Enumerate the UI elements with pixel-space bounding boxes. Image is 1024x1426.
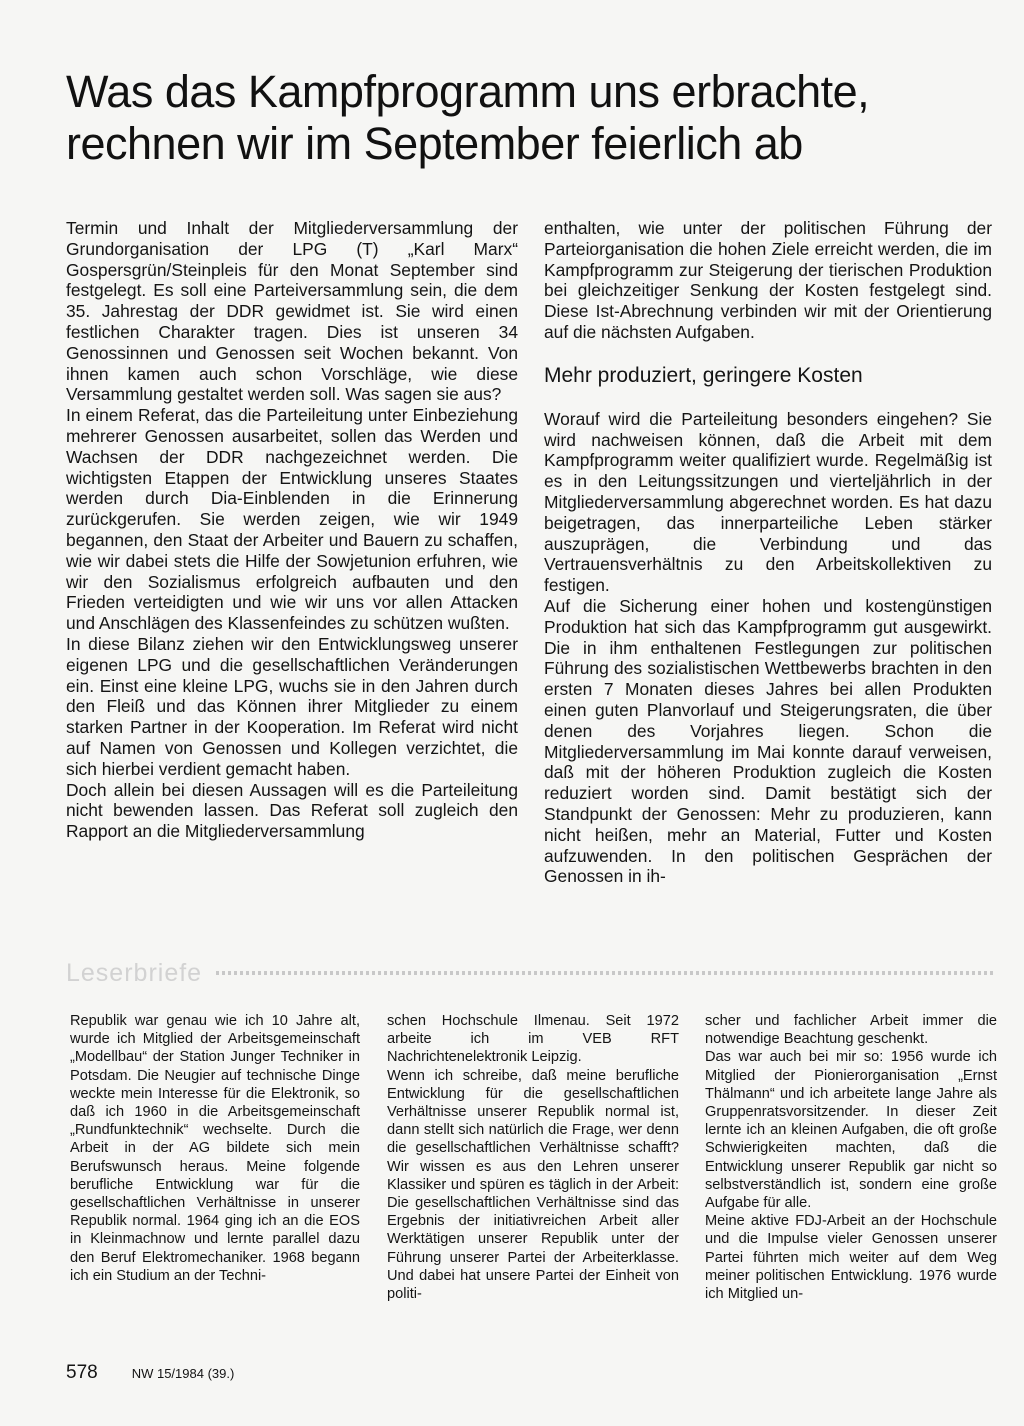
page-number: 578 [66,1362,98,1383]
section-label: Leserbriefe [66,958,203,987]
article-paragraph: In einem Referat, das die Parteileitung unter Einbeziehung mehrerer Genossen ausarbeitet, sollen das Werden und Wachsen der DDR nachgezeichnet werden. Die wichtigsten Etappen der Entwicklung unseres Staates werden durch Dia-Einblenden in die Erinnerung zurückgerufen. Sie werden zeigen, wie wir 1949 begannen, den Staat der Arbeiter und Bauern zu schaffen, wie wir dabei stets die Hilfe der Sowjetunion erfuhren, wie wir den Sozialismus erfolgreich aufbauten und den Frieden verteidigten und wie wir uns vor allen Attacken und Anschlägen des Klassenfeindes zu schützen wußten. [66,405,518,634]
article-paragraph: In diese Bilanz ziehen wir den Entwicklungsweg unserer eigenen LPG und die gesellschaftlichen Veränderungen ein. Einst eine kleine LPG, wuchs sie in den Jahren durch den Fleiß und das Können ihrer Mitglieder zu einem starken Partner in der Kooperation. Im Referat wird nicht auf Namen von Genossen und Kollegen verzichtet, die sich hierbei verdient gemacht haben. [66,633,518,779]
article-subheading: Mehr produziert, geringere Kosten [544,363,863,387]
article-paragraph: Doch allein bei diesen Aussagen will es die Parteileitung nicht bewenden lassen. Das Referat soll zugleich den Rapport an die Mitgliederversammlung [66,779,518,842]
letter-paragraph: scher und fachlicher Arbeit immer die notwendige Beachtung geschenkt. [705,1013,997,1048]
dotted-rule [216,971,996,975]
page-footer [66,1362,466,1384]
article-column-right [544,218,992,887]
issue-reference: NW 15/1984 (39.) [131,1366,235,1381]
article-paragraph: enthalten, wie unter der politischen Führung der Parteiorganisation die hohen Ziele erreicht werden, die im Kampfprogramm zur Steigerung der tierischen Produktion bei gleichzeitiger Senkung der Kosten festgelegt sind. Diese Ist-Abrechnung verbinden wir mit der Orientierung auf die nächsten Aufgaben. [544,218,992,342]
letter-column-1 [70,1012,360,1285]
article-paragraph: Worauf wird die Parteileitung besonders eingehen? Sie wird nachweisen können, daß die Arbeit mit dem Kampfprogramm weiter qualifiziert wurde. Regelmäßig ist es in den Leitungssitzungen und vierteljährlich in der Mitgliederversammlung abgerechnet worden. Es hat dazu beigetragen, das innerparteiliche Leben stärker auszuprägen, die Verbindung und das Vertrauensverhältnis zu den Arbeitskollektiven zu festigen. [544,408,992,596]
section-divider [66,960,996,986]
letter-column-2 [387,1012,679,1303]
article-headline: Was das Kampfprogramm uns erbrachte, rechnen wir im September feierlich ab [66,66,870,169]
article-paragraph: Auf die Sicherung einer hohen und kostengünstigen Produktion hat sich das Kampfprogramm gut ausgewirkt. Die in ihm enthaltenen Festlegungen zur politischen Führung des sozialistischen Wettbewerbs brachten in den ersten 7 Monaten dieses Jahres bei allen Produkten einen guten Planvorlauf und Steigerungsraten, die über denen des Vorjahres liegen. Schon die Mitgliederversammlung im Mai konnte darauf verweisen, daß mit der höheren Produktion zugleich die Kosten reduziert worden sind. Damit bestätigt sich der Standpunkt der Genossen: Mehr zu produzieren, kann nicht heißen, mehr an Material, Futter und Kosten aufzuwenden. In den politischen Gesprächen der Genossen in ih- [544,595,992,887]
letter-paragraph: Republik war genau wie ich 10 Jahre alt, wurde ich Mitglied der Arbeitsgemeinschaft „Modellbau“ der Station Junger Techniker in Potsdam. Die Neugier auf technische Dinge weckte mein Interesse für die Elektronik, so daß ich 1960 in die Arbeitsgemeinschaft „Rundfunktechnik“ wechselte. Durch die Arbeit in der AG bildete sich mein Berufswunsch heraus. Meine folgende berufliche Entwicklung war für die gesellschaftlichen Verhältnisse in unserer Republik normal. 1964 ging ich an die EOS in Kleinmachnow und lernte parallel dazu den Beruf Elektromechaniker. 1968 begann ich ein Studium an der Techni- [70,1013,360,1284]
article-column-left [66,218,518,842]
letter-column-3 [705,1012,997,1303]
letter-paragraph: schen Hochschule Ilmenau. Seit 1972 arbeite ich im VEB RFT Nachrichtenelektronik Leipzig. [387,1013,679,1066]
letter-paragraph: Wenn ich schreibe, daß meine berufliche Entwicklung für die gesellschaftlichen Verhältnisse unserer Republik normal ist, dann stellt sich natürlich die Frage, wer denn die gesellschaftlichen Verhältnisse schafft? Wir wissen es aus den Lehren unserer Klassiker und spüren es täglich in der Arbeit: Die gesellschaftlichen Verhältnisse sind das Ergebnis der initiativreichen Arbeit aller Werktätigen unserer Republik unter der Führung unserer Partei der Arbeiterklasse. Und dabei hat unsere Partei der Einheit von politi- [387,1067,679,1303]
letter-paragraph: Das war auch bei mir so: 1956 wurde ich Mitglied der Pionierorganisation „Ernst Thälmann“ und ich arbeitete lange Jahre als Gruppenratsvorsitzender. In dieser Zeit lernte ich an kleinen Aufgaben, die oft große Schwierigkeiten machten, daß die Entwicklung unserer Republik gar nicht so selbstverständlich ist, sondern eine große Aufgabe für alle. [705,1049,997,1212]
letter-paragraph: Meine aktive FDJ-Arbeit an der Hochschule und die Impulse vieler Genossen unserer Partei führten mich weiter auf dem Weg meiner politischen Entwicklung. 1976 wurde ich Mitglied un- [705,1213,997,1303]
article-paragraph: Termin und Inhalt der Mitgliederversammlung der Grundorganisation der LPG (T) „Karl Marx“ Gospersgrün/Steinpleis für den Monat September sind festgelegt. Es soll eine Parteiversammlung sein, die dem 35. Jahrestag der DDR gewidmet ist. Sie wird einen festlichen Charakter tragen. Dies ist unseren 34 Genossinnen und Genossen seit Wochen bekannt. Von ihnen kamen auch schon Vorschläge, wie diese Versammlung gestaltet werden soll. Was sagen sie aus? [66,218,518,405]
